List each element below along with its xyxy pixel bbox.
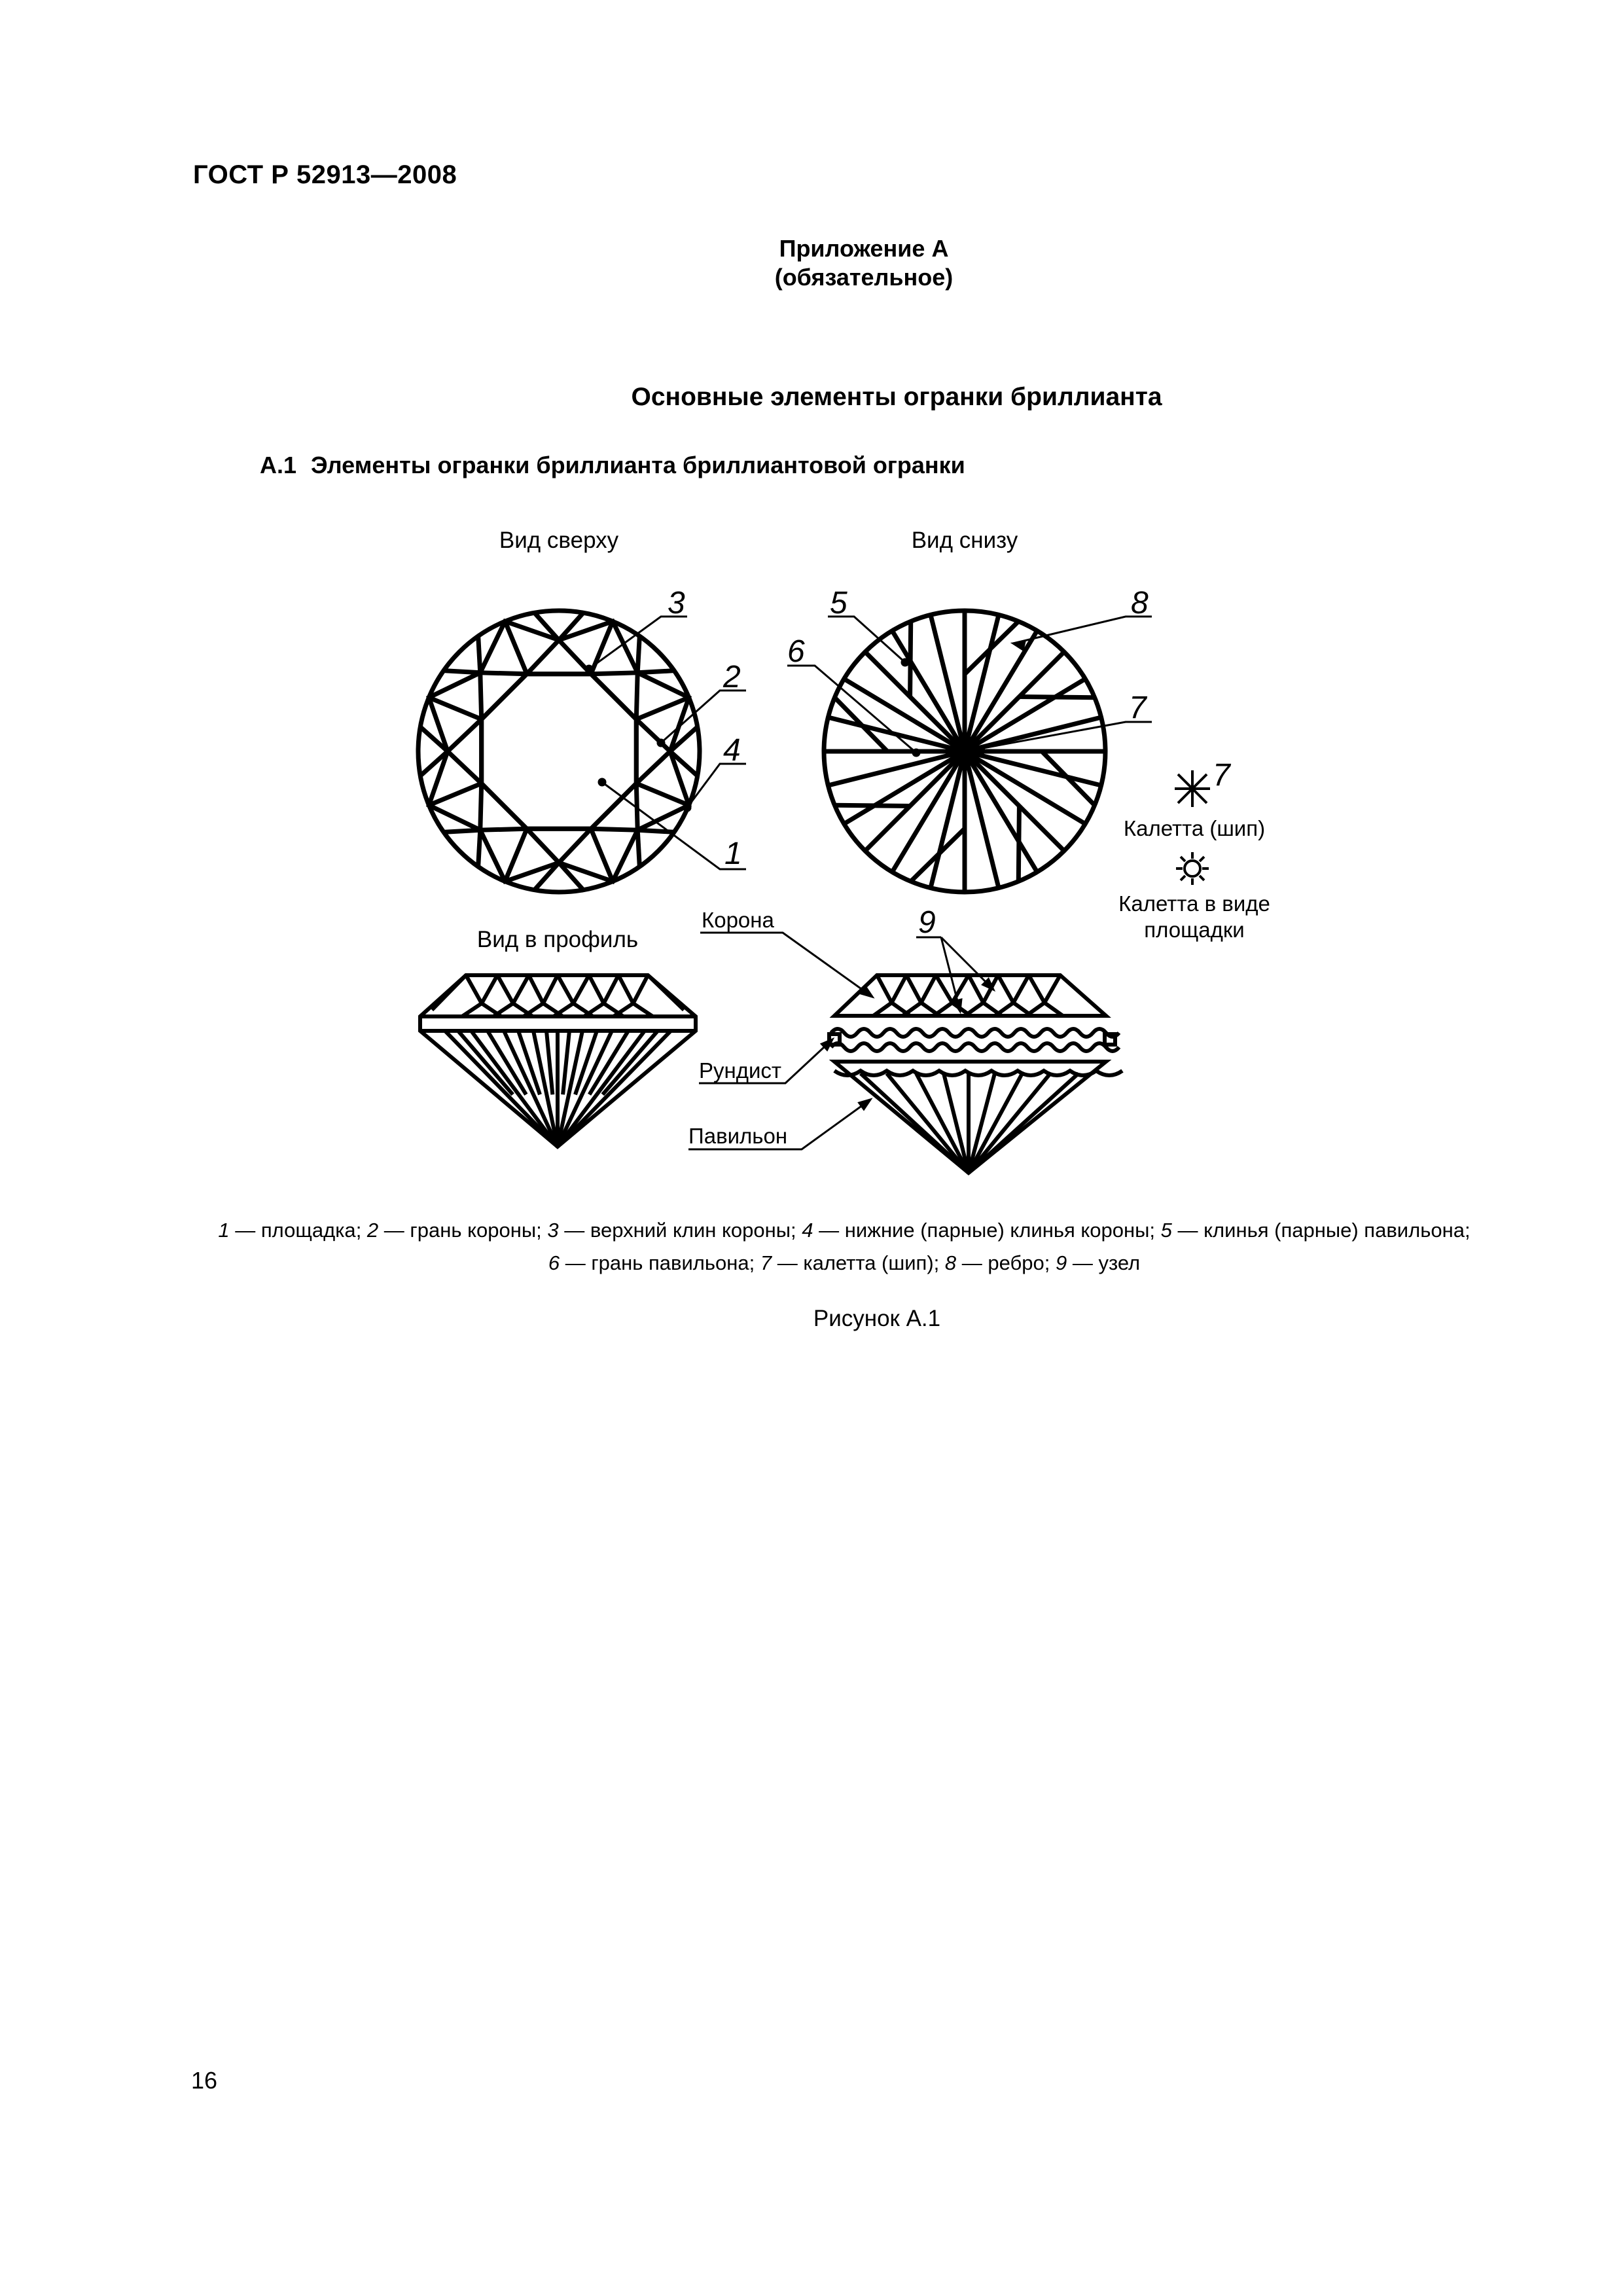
leader-dot [599,779,605,785]
view-profile-label: Вид в профиль [476,927,639,952]
part-labels [688,816,1270,1148]
upper-girdle-edge [444,671,480,673]
legend-item-text: грань короны [410,1219,537,1242]
crown-edge [604,975,619,1003]
crown-edge [573,975,589,1003]
lower-girdle-edge [965,751,999,888]
legend-item: 1 — площадка [218,1219,356,1242]
legend-item-number: 7 [760,1251,772,1274]
legend-item-text: верхний клин короны [590,1219,791,1242]
star-facet [527,829,591,863]
girdle-end [1105,1034,1115,1045]
legend-item-number: 5 [1160,1219,1172,1242]
legend-item-number: 6 [548,1251,560,1274]
profile-elements-diagram [829,975,1122,1173]
crown-edge [432,975,466,1010]
figure-title: Рисунок А.1 [813,1306,941,1331]
appendix-title: Приложение А [779,235,949,262]
pavilion-edge [546,1031,552,1094]
legend-item: 2 — грань короны [366,1219,537,1242]
pavilion-edge [558,1031,671,1147]
view-top-label: Вид сверху [499,528,619,553]
crown-edge [648,975,684,1010]
star-facet [636,719,670,783]
crown-edge [543,975,558,1003]
lower-girdle-edge [965,717,1101,751]
crown-edge [497,975,513,1003]
callout-2: 2 [723,660,741,694]
lower-girdle-edge [828,717,965,751]
crown-edge [1014,975,1029,1003]
star-facet [448,719,482,783]
crown-edge [1029,975,1044,1003]
arrow-pavilion [859,1100,870,1109]
star-facet [480,783,527,830]
culet-point-label: Калетта (шип) [1123,816,1266,840]
star-facet [480,673,527,719]
profile-view-diagram [420,975,696,1147]
callout-8: 8 [1131,586,1149,620]
bottom-view-diagram [824,611,1105,892]
crown-edge [892,975,907,1003]
callout-7: 7 [1129,691,1147,725]
clause-number: А.1 [260,452,297,478]
legend-item: 8 — ребро [944,1251,1044,1274]
crown-edge [906,975,921,1003]
legend-item-text: ребро [988,1251,1044,1274]
legend-item-number: 1 [218,1219,230,1242]
girdle-label: Рундист [699,1058,782,1083]
legend-item-number: 4 [802,1219,813,1242]
crown-label: Корона [702,908,774,932]
star-facet [527,640,591,674]
upper-girdle-edge [637,671,674,673]
upper-girdle-edge [478,830,480,867]
leader-dot [684,804,690,811]
appendix-status: (обязательное) [774,264,954,291]
top-view-diagram [418,611,700,892]
clause-title: Элементы огранки бриллианта бриллиантовой огранки [311,452,965,478]
leader-dot [902,659,908,666]
legend-item-text: калетта (шип) [803,1251,934,1274]
legend-item: 7 — калетта (шип) [760,1251,934,1274]
crown-edge [936,975,952,1003]
legend-item-number: 8 [944,1251,957,1274]
legend-item-text: клинья (парные) павильона [1204,1219,1465,1242]
pavilion-edge [969,1073,1022,1173]
upper-girdle-edge [637,636,639,673]
legend-item: 5 — клинья (парные) павильона [1160,1219,1465,1242]
arrow-8 [1013,642,1025,650]
pavilion-label: Павильон [688,1124,788,1148]
legend-item-number: 2 [366,1219,379,1242]
legend-item-text: узел [1098,1251,1141,1274]
crown-edge [482,975,497,1003]
star-facet [591,673,637,719]
crown-edge [633,975,649,1003]
callout-6: 6 [787,634,805,669]
page-number: 16 [191,2067,218,2094]
callout-5: 5 [830,586,847,620]
crown-edge [618,975,633,1003]
pavilion-edge [563,1031,569,1094]
legend-item-number: 9 [1056,1251,1067,1274]
legend-item: 9 — узел [1056,1251,1141,1274]
culet-point-icon [1175,770,1210,807]
figure-legend: 1 — площадка; 2 — грань короны; 3 — верхний клин короны; 4 — нижние (парные) клинья короны; 5 — клинья (парные) павильона; 6 — грань павильона; 7 — калетта (шип); 8 — ребро; 9 — узел [218,1219,1471,1274]
crown-edge [969,975,984,1003]
legend-item-text: грань павильона [591,1251,749,1274]
crown-edge [589,975,604,1003]
crown-edge [513,975,529,1003]
lower-girdle-edge [931,615,965,751]
legend-item-text: нижние (парные) клинья короны [844,1219,1150,1242]
legend-item-number: 3 [547,1219,559,1242]
crown-edge [529,975,543,1003]
document-id: ГОСТ Р 52913—2008 [193,160,457,189]
callout-3: 3 [668,586,685,620]
pavilion-edge [861,1073,969,1173]
lower-girdle-edge [965,751,1101,785]
leader-crown [700,933,872,997]
culet-flat-label-2: площадки [1144,918,1245,942]
section-title: Основные элементы огранки бриллианта [631,383,1162,411]
culet-flat-label-1: Калетта в виде [1118,891,1270,916]
legend-item: 6 — грань павильона [548,1251,749,1274]
callout-1: 1 [724,836,742,871]
callout-4: 4 [723,733,741,768]
lower-girdle-edge [828,751,965,785]
upper-girdle-edge [444,830,480,832]
callout-7-legend: 7 [1213,758,1230,793]
leader-dot [658,740,664,746]
upper-girdle-edge [637,830,639,867]
view-bottom-label: Вид снизу [911,528,1018,553]
crown-edge [558,975,573,1003]
lower-girdle-edge [931,751,965,888]
leader-dot [913,749,919,756]
legend-item: 4 — нижние (парные) клинья короны [802,1219,1150,1242]
legend-item-text: площадка [260,1219,356,1242]
callout-9: 9 [918,905,936,940]
girdle-wave-bottom [831,1043,1119,1051]
girdle-wave-top [831,1029,1119,1037]
crown-edge [1044,975,1060,1003]
legend-item: 3 — верхний клин короны [547,1219,791,1242]
lower-girdle-edge [965,615,999,751]
culet-flat-icon [1176,852,1209,885]
crown-edge [877,975,892,1003]
crown-edge [466,975,482,1003]
leader-dot [586,666,592,672]
crown-edge [998,975,1014,1003]
pavilion-edge [916,1073,969,1173]
pavilion-edge [445,1031,558,1147]
girdle-outline [418,611,700,892]
upper-girdle-edge [478,636,480,673]
pavilion-edge [969,1073,1079,1173]
crown-edge [921,975,936,1003]
